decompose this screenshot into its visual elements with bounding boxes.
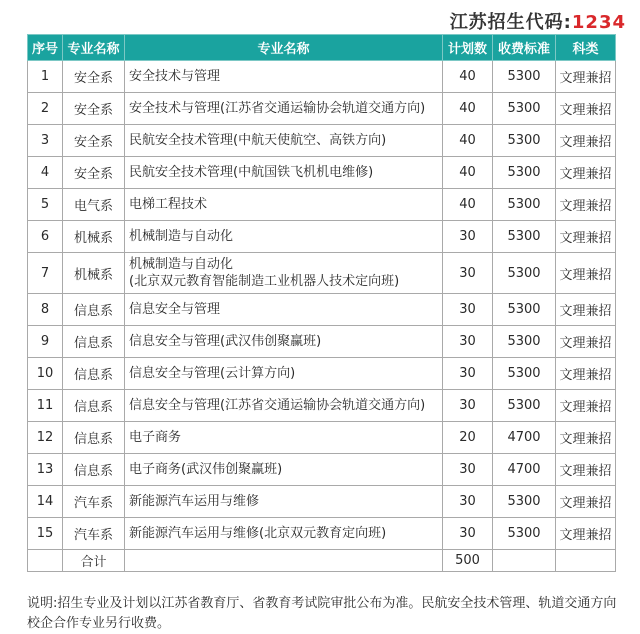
col-header-no: 序号 — [28, 35, 63, 61]
cell-fee — [493, 61, 556, 93]
cell-fee-text: 5300 — [507, 69, 541, 84]
table-row — [28, 253, 616, 294]
cell-plan-text: 30 — [459, 494, 476, 509]
cell-type-text: 文理兼招 — [559, 135, 612, 150]
cell-type-text: 文理兼招 — [559, 496, 612, 511]
cell-no — [28, 358, 63, 390]
cell-dept-text: 信息系 — [73, 304, 113, 319]
cell-no — [28, 61, 63, 93]
cell-plan — [443, 358, 493, 390]
cell-major-text: 电子商务(武汉伟创聚赢班) — [129, 462, 283, 477]
cell-dept — [63, 422, 125, 454]
cell-no-text: 4 — [40, 165, 50, 180]
total-label: 合计 — [63, 550, 125, 572]
cell-plan-text: 40 — [459, 165, 476, 180]
cell-dept-text: 汽车系 — [73, 528, 113, 543]
table-row — [28, 358, 616, 390]
cell-type — [556, 61, 616, 93]
cell-dept — [63, 294, 125, 326]
cell-dept-text: 安全系 — [73, 135, 113, 150]
cell-major — [125, 189, 443, 221]
col-header-fee: 收费标准 — [493, 35, 556, 61]
cell-no — [28, 294, 63, 326]
table-row — [28, 326, 616, 358]
cell-no — [28, 422, 63, 454]
cell-type-text: 文理兼招 — [559, 103, 612, 118]
cell-dept — [63, 221, 125, 253]
cell-plan-text: 30 — [459, 462, 476, 477]
cell-fee — [493, 358, 556, 390]
cell-type — [556, 253, 616, 294]
cell-type-text: 文理兼招 — [559, 304, 612, 319]
cell-type-text: 文理兼招 — [559, 199, 612, 214]
cell-dept-text: 安全系 — [73, 71, 113, 86]
table-row — [28, 422, 616, 454]
cell-no — [28, 93, 63, 125]
cell-dept-text: 机械系 — [73, 231, 113, 246]
cell-major — [125, 518, 443, 550]
cell-major-text: 电子商务 — [129, 430, 182, 445]
cell-fee-text: 5300 — [507, 133, 541, 148]
cell-major — [125, 61, 443, 93]
cell-type-text: 文理兼招 — [559, 432, 612, 447]
cell-type-text: 文理兼招 — [559, 71, 612, 86]
cell-no-text: 14 — [36, 494, 54, 509]
cell-major — [125, 294, 443, 326]
cell-type-text: 文理兼招 — [559, 528, 612, 543]
cell-major — [125, 221, 443, 253]
cell-plan-text: 40 — [459, 69, 476, 84]
cell-major-text: 安全技术与管理 — [129, 69, 221, 84]
cell-fee-text: 5300 — [507, 229, 541, 244]
cell-major — [125, 390, 443, 422]
cell-plan-text: 30 — [459, 366, 476, 381]
cell-fee-text: 5300 — [507, 398, 541, 413]
cell-type — [556, 454, 616, 486]
cell-type — [556, 358, 616, 390]
cell-plan — [443, 422, 493, 454]
cell-dept-text: 机械系 — [73, 267, 113, 283]
cell-type-text: 文理兼招 — [559, 231, 612, 246]
cell-fee-text: 5300 — [507, 366, 541, 381]
cell-dept — [63, 157, 125, 189]
cell-dept — [63, 61, 125, 93]
cell-fee — [493, 157, 556, 189]
cell-fee-text: 5300 — [507, 494, 541, 509]
cell-plan — [443, 61, 493, 93]
cell-plan — [443, 390, 493, 422]
cell-major-text: 民航安全技术管理(中航国铁飞机机电维修) — [129, 165, 374, 180]
cell-type — [556, 486, 616, 518]
cell-no-text: 1 — [40, 69, 50, 84]
cell-major-text: 信息安全与管理(江苏省交通运输协会轨道交通方向) — [129, 398, 426, 413]
cell-type-text: 文理兼招 — [559, 368, 612, 383]
cell-fee-text: 5300 — [507, 334, 541, 349]
cell-type — [556, 125, 616, 157]
cell-plan-text: 30 — [459, 265, 476, 281]
cell-plan — [443, 157, 493, 189]
cell-type — [556, 518, 616, 550]
cell-no-text: 7 — [40, 265, 50, 281]
cell-major — [125, 326, 443, 358]
cell-no-text: 5 — [40, 197, 50, 212]
cell-no — [28, 189, 63, 221]
table-row — [28, 93, 616, 125]
cell-no-text: 3 — [40, 133, 50, 148]
cell-dept-text: 汽车系 — [73, 496, 113, 511]
cell-no — [28, 221, 63, 253]
cell-dept — [63, 125, 125, 157]
cell-major-text: 信息安全与管理(武汉伟创聚赢班) — [129, 334, 322, 349]
cell-plan — [443, 93, 493, 125]
cell-type-text: 文理兼招 — [559, 336, 612, 351]
cell-dept-text: 信息系 — [73, 336, 113, 351]
cell-no-text: 6 — [40, 229, 50, 244]
cell-dept — [63, 454, 125, 486]
total-row — [28, 550, 616, 572]
cell-plan — [443, 125, 493, 157]
enrollment-code — [450, 8, 626, 34]
cell-no-text: 8 — [40, 302, 50, 317]
cell-major-subline: (北京双元教育智能制造工业机器人技术定向班) — [129, 274, 400, 289]
cell-fee — [493, 221, 556, 253]
cell-fee — [493, 294, 556, 326]
cell-major — [125, 253, 443, 294]
cell-dept — [63, 358, 125, 390]
cell-dept-text: 信息系 — [73, 400, 113, 415]
cell-type-text: 文理兼招 — [559, 400, 612, 415]
cell-major — [125, 486, 443, 518]
footnote: 说明:招生专业及计划以江苏省教育厅、省教育考试院审批公布为准。民航安全技术管理、轨道交通方向校企合作专业另行收费。 — [27, 596, 617, 631]
cell-plan-text: 30 — [459, 398, 476, 413]
cell-plan — [443, 294, 493, 326]
table-row — [28, 157, 616, 189]
cell-plan — [443, 454, 493, 486]
total-cell-empty — [125, 550, 443, 572]
cell-no — [28, 157, 63, 189]
cell-dept — [63, 253, 125, 294]
cell-type — [556, 294, 616, 326]
table-body — [28, 61, 616, 550]
cell-type — [556, 390, 616, 422]
table-row — [28, 61, 616, 93]
cell-major-text: 新能源汽车运用与维修(北京双元教育定向班) — [129, 526, 387, 541]
cell-type — [556, 221, 616, 253]
cell-plan — [443, 189, 493, 221]
table-row — [28, 518, 616, 550]
col-header-major: 专业名称 — [125, 35, 443, 61]
cell-major-text: 安全技术与管理(江苏省交通运输协会轨道交通方向) — [129, 101, 426, 116]
cell-no-text: 12 — [36, 430, 54, 445]
code-value: 1234 — [571, 12, 626, 33]
cell-fee — [493, 486, 556, 518]
cell-major-text: 新能源汽车运用与维修 — [129, 494, 260, 509]
cell-dept — [63, 518, 125, 550]
cell-fee — [493, 189, 556, 221]
cell-no — [28, 518, 63, 550]
cell-dept — [63, 189, 125, 221]
cell-fee-text: 4700 — [507, 430, 541, 445]
cell-plan-text: 20 — [459, 430, 476, 445]
cell-plan-text: 30 — [459, 302, 476, 317]
cell-fee-text: 5300 — [507, 101, 541, 116]
table-row — [28, 294, 616, 326]
cell-type-text: 文理兼招 — [559, 167, 612, 182]
cell-type — [556, 93, 616, 125]
cell-major — [125, 422, 443, 454]
cell-fee — [493, 326, 556, 358]
total-cell-empty — [28, 550, 63, 572]
cell-plan-text: 30 — [459, 526, 476, 541]
cell-fee-text: 5300 — [507, 526, 541, 541]
cell-type — [556, 326, 616, 358]
cell-major — [125, 93, 443, 125]
table-row — [28, 486, 616, 518]
cell-fee — [493, 125, 556, 157]
cell-no — [28, 253, 63, 294]
cell-plan-text: 40 — [459, 101, 476, 116]
cell-major — [125, 157, 443, 189]
cell-plan — [443, 486, 493, 518]
cell-no-text: 10 — [36, 366, 54, 381]
table-row — [28, 390, 616, 422]
col-header-plan: 计划数 — [443, 35, 493, 61]
cell-plan — [443, 221, 493, 253]
table-row — [28, 189, 616, 221]
cell-no-text: 11 — [36, 398, 54, 413]
cell-fee — [493, 390, 556, 422]
cell-no — [28, 390, 63, 422]
cell-plan-text: 40 — [459, 133, 476, 148]
cell-fee — [493, 253, 556, 294]
cell-major — [125, 358, 443, 390]
cell-no-text: 9 — [40, 334, 50, 349]
cell-no-text: 13 — [36, 462, 54, 477]
cell-type — [556, 422, 616, 454]
cell-no — [28, 486, 63, 518]
cell-plan-text: 40 — [459, 197, 476, 212]
cell-fee-text: 5300 — [507, 197, 541, 212]
cell-fee — [493, 454, 556, 486]
cell-major — [125, 454, 443, 486]
cell-dept — [63, 390, 125, 422]
table-row — [28, 454, 616, 486]
cell-fee-text: 4700 — [507, 462, 541, 477]
cell-major-text: 机械制造与自动化 — [129, 257, 234, 272]
cell-no-text: 2 — [40, 101, 50, 116]
total-cell-empty — [556, 550, 616, 572]
cell-fee-text: 5300 — [507, 302, 541, 317]
cell-dept-text: 安全系 — [73, 167, 113, 182]
table-header-row — [28, 35, 616, 61]
cell-fee-text: 5300 — [507, 265, 541, 281]
total-cell-empty — [493, 550, 556, 572]
col-header-dept: 专业名称 — [63, 35, 125, 61]
cell-major-text: 信息安全与管理 — [129, 302, 221, 317]
col-header-type: 科类 — [556, 35, 616, 61]
cell-dept-text: 电气系 — [73, 199, 113, 214]
cell-plan-text: 30 — [459, 334, 476, 349]
cell-type — [556, 157, 616, 189]
cell-dept-text: 信息系 — [73, 432, 113, 447]
cell-no-text: 15 — [36, 526, 54, 541]
cell-plan — [443, 518, 493, 550]
cell-fee — [493, 93, 556, 125]
total-plan: 500 — [443, 550, 493, 572]
cell-dept-text: 信息系 — [73, 464, 113, 479]
cell-fee — [493, 518, 556, 550]
code-label: 江苏招生代码: — [449, 12, 572, 33]
cell-major-text: 电梯工程技术 — [129, 197, 208, 212]
table-row — [28, 221, 616, 253]
cell-major-text: 机械制造与自动化 — [129, 229, 234, 244]
cell-dept — [63, 326, 125, 358]
cell-type — [556, 189, 616, 221]
cell-fee — [493, 422, 556, 454]
cell-major-text: 信息安全与管理(云计算方向) — [129, 366, 296, 381]
table-row — [28, 125, 616, 157]
cell-fee-text: 5300 — [507, 165, 541, 180]
cell-major — [125, 125, 443, 157]
cell-plan-text: 30 — [459, 229, 476, 244]
cell-dept — [63, 93, 125, 125]
cell-plan — [443, 253, 493, 294]
cell-no — [28, 454, 63, 486]
cell-no — [28, 125, 63, 157]
cell-dept-text: 安全系 — [73, 103, 113, 118]
cell-plan — [443, 326, 493, 358]
enrollment-table — [27, 34, 616, 572]
cell-type-text: 文理兼招 — [559, 464, 612, 479]
cell-type-text: 文理兼招 — [559, 267, 612, 283]
cell-major-text: 民航安全技术管理(中航天使航空、高铁方向) — [129, 133, 387, 148]
cell-no — [28, 326, 63, 358]
cell-dept — [63, 486, 125, 518]
cell-dept-text: 信息系 — [73, 368, 113, 383]
